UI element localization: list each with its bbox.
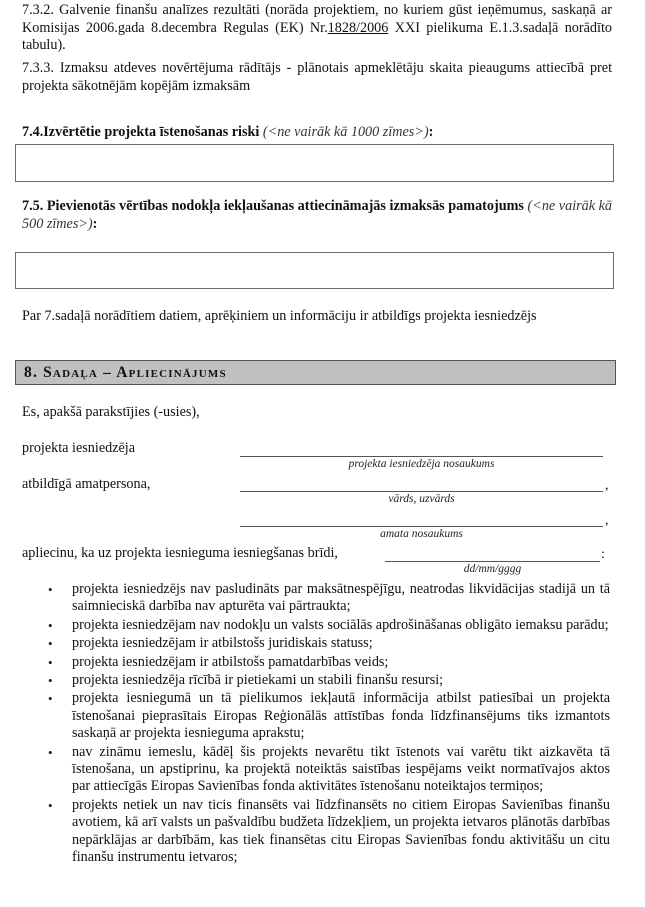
- date-caption: dd/mm/gggg: [463, 563, 522, 575]
- declaration-item-text: projekts netiek un nav ticis finansēts vai līdzfinansēts no citiem Eiropas Savienības finanšu avotiem, kā arī valsts un pašvaldību budžeta līdzekļiem, un projekta ietvaros plānotās darbības nepārklājas ar darbībām, kas tiek finansētas citu Eiropas Savienības fondu aktivitāšu un citu finanšu instrumentu ietvaros;: [72, 796, 610, 866]
- question-label: 7.4.Izvērtētie projekta īstenošanas riski: [22, 124, 260, 140]
- official-label: atbildīgā amatpersona,: [22, 476, 151, 492]
- question-hint: (<ne vairāk kā 500 zīmes>): [22, 198, 613, 232]
- question-7-5-label: [22, 198, 612, 233]
- vat-justification-input-box[interactable]: [15, 252, 614, 289]
- declaration-item: [0, 581, 610, 616]
- applicant-name-line[interactable]: [240, 456, 603, 457]
- declaration-item-text: projekta iesniedzējam ir atbilstošs pamatdarbības veids;: [72, 653, 389, 670]
- declaration-item: [0, 654, 610, 671]
- declaration-item-text: projekta iesniedzējs nav pasludināts par maksātnespējīgu, neatrodas likvidācijas stadijā un tā saimnieciskā darbība nav apturēta vai pārtraukta;: [72, 581, 610, 615]
- official-name-line[interactable]: [240, 491, 603, 492]
- position-caption: amata nosaukums: [380, 528, 463, 540]
- question-7-4-label: [22, 124, 612, 142]
- section-8-header: 8. Sadaļa – Apliecinājums: [15, 360, 616, 385]
- declaration-item: [0, 744, 610, 796]
- paragraph-number: 7.3.2.: [22, 2, 54, 18]
- declaration-item: [0, 672, 610, 689]
- declaration-item-text: nav zināmu iemeslu, kādēļ šis projekts nevarētu tikt īstenots vai varētu tikt aizkavēta tā īstenošana, un apstiprinu, ka projektā noteiktās saistības iespējams veikt normatīvajos aktos par attiecīgās Eiropas Savienības fonda aktivitātes īstenošanu noteiktajos termiņos;: [72, 743, 610, 795]
- regulation-number: 1828/2006: [327, 19, 389, 36]
- official-name-comma: ,: [605, 478, 609, 493]
- date-line[interactable]: [385, 561, 600, 562]
- date-colon: :: [601, 547, 605, 562]
- declaration-item: [0, 635, 610, 652]
- declaration-item: [0, 690, 610, 742]
- bullet-icon: •: [48, 582, 53, 597]
- paragraph-number: 7.3.3.: [22, 60, 54, 76]
- date-label: apliecinu, ka uz projekta iesnieguma iesniegšanas brīdi,: [22, 545, 338, 561]
- declaration-item-text: projekta iesniedzēja rīcībā ir pietiekami un stabili finanšu resursi;: [72, 672, 444, 689]
- paragraph-7-3-2: [22, 2, 612, 55]
- position-line[interactable]: [240, 526, 603, 527]
- declaration-item: [0, 617, 610, 634]
- risks-input-box[interactable]: [15, 144, 614, 182]
- bullet-icon: •: [48, 744, 53, 760]
- question-hint: (<ne vairāk kā 1000 zīmes>): [262, 124, 429, 140]
- question-suffix: :: [92, 215, 98, 232]
- official-name-caption: vārds, uzvārds: [388, 493, 455, 505]
- bullet-icon: •: [48, 673, 53, 689]
- bullet-icon: •: [48, 691, 53, 707]
- bullet-icon: •: [48, 617, 53, 633]
- bullet-icon: •: [48, 654, 53, 670]
- bullet-icon: •: [48, 797, 53, 813]
- position-comma: ,: [605, 513, 609, 528]
- bullet-icon: •: [48, 636, 53, 652]
- declaration-list: [0, 581, 645, 868]
- declaration-item-text: projekta iesniedzējam ir atbilstošs juridiskais statuss;: [72, 635, 373, 652]
- declaration-intro: Es, apakšā parakstījies (-usies),: [22, 404, 200, 420]
- applicant-name-caption: projekta iesniedzēja nosaukums: [348, 458, 495, 470]
- question-label: 7.5. Pievienotās vērtības nodokļa iekļaušanas attiecināmajās izmaksās pamatojums: [22, 198, 524, 214]
- paragraph-text: Galvenie finanšu analīzes rezultāti (norāda projektiem, no kuriem gūst ieņēmumus, saskaņā ar Komisijas 2006.gada 8.decembra Regulas (EK) Nr.: [22, 2, 613, 36]
- paragraph-7-3-3: [22, 60, 612, 95]
- declaration-item: [0, 797, 610, 867]
- question-suffix: :: [428, 124, 434, 140]
- paragraph-text: Izmaksu atdeves novērtējuma rādītājs - plānotais apmeklētāju skaita pieaugums attiecībā pret projekta sākotnējām kopējām izmaksām: [22, 60, 613, 94]
- declaration-item-text: projekta iesniedzējam nav nodokļu un valsts sociālās apdrošināšanas obligāto iemaksu parādu;: [72, 616, 609, 633]
- declaration-item-text: projekta iesniegumā un tā pielikumos iekļautā informācija atbilst patiesībai un projekta īstenošanai pieprasītais Eiropas Reģionālās attīstības fonda līdzfinansējums tiks izmantots saskaņā ar projekta iesnieguma aprakstu;: [72, 690, 610, 742]
- responsibility-note: Par 7.sadaļā norādītiem datiem, aprēķiniem un informāciju ir atbildīgs projekta iesniedzējs: [22, 308, 537, 324]
- applicant-label: projekta iesniedzēja: [22, 440, 136, 456]
- paragraph-text-end: XXI pielikuma E.1.3.sadaļā norādīto tabulu).: [22, 19, 612, 53]
